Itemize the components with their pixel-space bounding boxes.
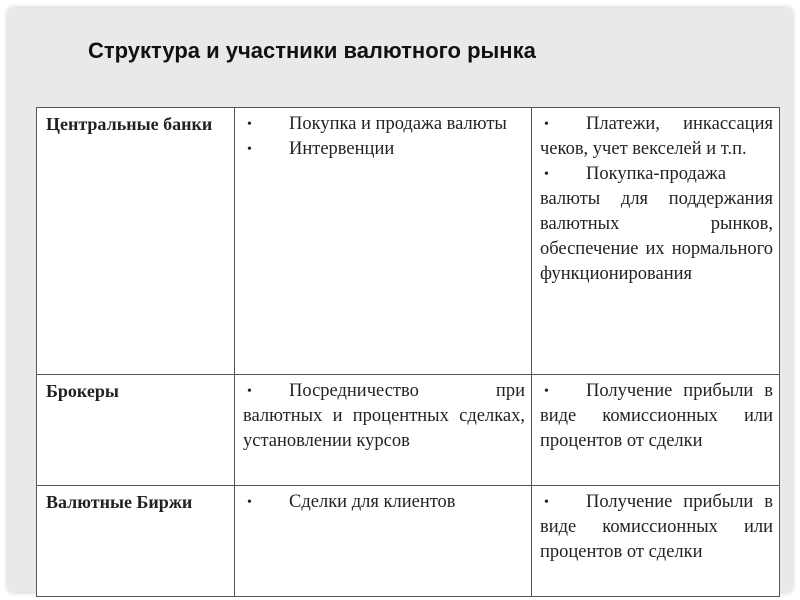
functions-cell [235, 486, 532, 597]
bullet-icon: • [544, 495, 549, 510]
list-item: • Получение прибыли в виде комиссионных или процентов от сделки [540, 381, 773, 451]
list-item: • Сделки для клиентов [243, 490, 525, 515]
role-cell: Центральные банки [37, 108, 235, 375]
table-row [37, 486, 780, 597]
list-item: • Покупка-продажа валюты для поддержания валютных рынков, обеспечение их нормального функционирования [540, 164, 773, 284]
list-item: • Покупка и продажа валюты [243, 112, 525, 137]
role-cell: Валютные Биржи [37, 486, 235, 597]
bullet-icon: • [247, 384, 252, 399]
bullet-icon: • [247, 495, 252, 510]
functions-cell [235, 108, 532, 375]
goals-cell [532, 108, 780, 375]
functions-cell [235, 375, 532, 486]
slide-background [8, 8, 792, 592]
bullet-icon: • [544, 117, 549, 132]
bullet-icon: • [247, 142, 252, 157]
list-item: • Интервенции [243, 137, 525, 162]
list-item: • Платежи, инкассация чеков, учет векселей и т.п. [540, 114, 773, 159]
participants-table [36, 107, 779, 597]
role-cell: Брокеры [37, 375, 235, 486]
bullet-icon: • [544, 167, 549, 182]
table-row [37, 375, 780, 486]
goals-cell [532, 375, 780, 486]
page-title: Структура и участники валютного рынка [88, 38, 536, 63]
bullet-icon: • [247, 117, 252, 132]
list-item: • Посредничество при валютных и процентных сделках, установлении курсов [243, 381, 525, 451]
table-row [37, 108, 780, 375]
goals-cell [532, 486, 780, 597]
list-item: • Получение прибыли в виде комиссионных или процентов от сделки [540, 492, 773, 562]
bullet-icon: • [544, 384, 549, 399]
